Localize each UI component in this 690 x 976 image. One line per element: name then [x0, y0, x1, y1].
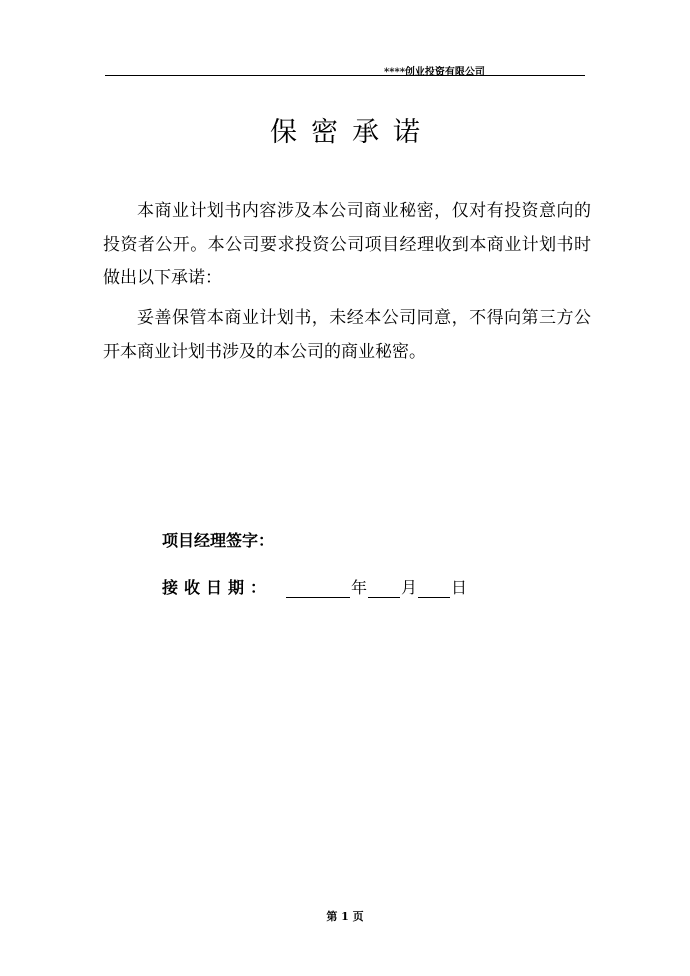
paragraph-commitment: 妥善保管本商业计划书，未经本公司同意，不得向第三方公开本商业计划书涉及的本公司的商业秘密。	[103, 308, 591, 362]
header-company-name: ****创业投资有限公司	[384, 67, 485, 78]
receipt-date-row	[162, 575, 467, 598]
paragraph-confidentiality: 本商业计划书内容涉及本公司商业秘密，仅对有投资意向的投资者公开。本公司要求投资公司项目经理收到本商业计划书时做出以下承诺：	[103, 201, 591, 288]
page-number: 第 1 页	[326, 910, 364, 923]
year-unit: 年	[351, 578, 368, 597]
signature-label: 项目经理签字：	[162, 531, 275, 550]
day-blank[interactable]	[418, 581, 450, 598]
day-unit: 日	[451, 578, 468, 597]
month-blank[interactable]	[368, 581, 400, 598]
date-label: 接收日期：	[162, 578, 273, 597]
month-unit: 月	[401, 578, 418, 597]
document-title: 保密承诺	[270, 117, 434, 148]
year-blank[interactable]	[286, 581, 350, 598]
header-divider	[105, 75, 585, 76]
